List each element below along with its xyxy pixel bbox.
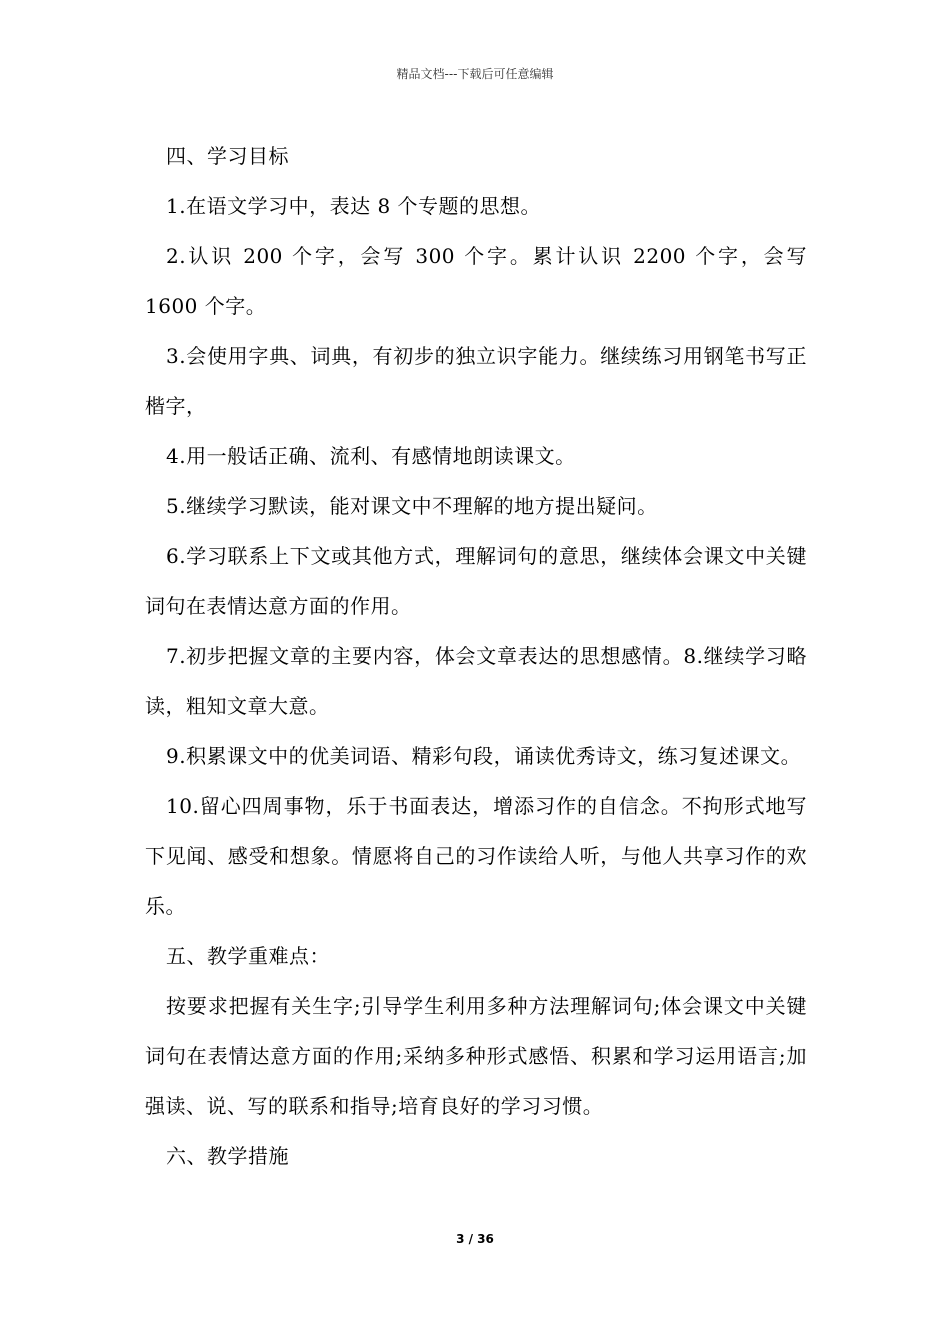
paragraph-key-points: 按要求把握有关生字;引导学生利用多种方法理解词句;体会课文中关键词句在表情达意方面的作用;采纳多种形式感悟、积累和学习运用语言;加强读、说、写的联系和指导;培育良好的学习习惯。: [145, 994, 807, 1118]
page-header: 精品文档---下载后可任意编辑: [396, 67, 554, 81]
paragraph-goal-1: 1.在语文学习中，表达 8 个专题的思想。: [166, 194, 542, 218]
paragraph-goal-10: 10.留心四周事物，乐于书面表达，增添习作的自信念。不拘形式地写下见闻、感受和想象。情愿将自己的习作读给人听，与他人共享习作的欢乐。: [145, 794, 807, 918]
document-body: [145, 131, 807, 1181]
section-heading-learning-goals: 四、学习目标: [166, 144, 289, 168]
paragraph-goal-4: 4.用一般话正确、流利、有感情地朗读课文。: [166, 444, 576, 468]
paragraph-goal-9: 9.积累课文中的优美词语、精彩句段，诵读优秀诗文，练习复述课文。: [166, 744, 802, 768]
paragraph-goal-7-8: 7.初步把握文章的主要内容，体会文章表达的思想感情。8.继续学习略读，粗知文章大意。: [145, 644, 807, 718]
section-heading-teaching-measures: 六、教学措施: [166, 1144, 289, 1168]
paragraph-goal-6: 6.学习联系上下文或其他方式，理解词句的意思，继续体会课文中关键词句在表情达意方面的作用。: [145, 544, 807, 618]
paragraph-goal-3: 3.会使用字典、词典，有初步的独立识字能力。继续练习用钢笔书写正楷字，: [145, 344, 807, 418]
paragraph-goal-5: 5.继续学习默读，能对课文中不理解的地方提出疑问。: [166, 494, 658, 518]
paragraph-goal-2: 2.认识 200 个字，会写 300 个字。累计认识 2200 个字，会写 1600 个字。: [145, 244, 807, 318]
page-number: 3 / 36: [456, 1232, 494, 1246]
section-heading-key-points: 五、教学重难点：: [166, 944, 330, 968]
